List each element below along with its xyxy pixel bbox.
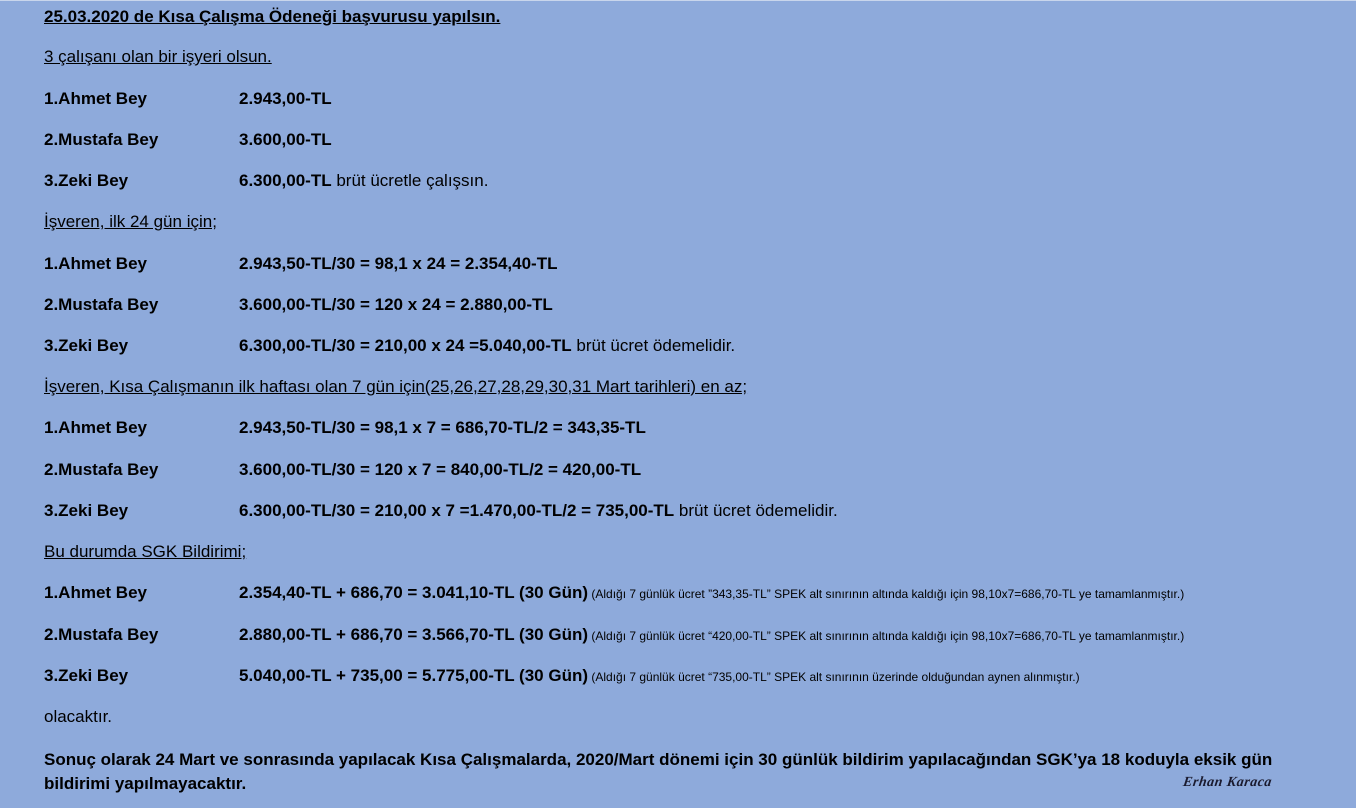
outro-text: olacaktır. bbox=[44, 707, 113, 726]
wage-amount: 2.943,00-TL bbox=[239, 89, 332, 108]
calculation: 3.600,00-TL/30 = 120 x 24 = 2.880,00-TL bbox=[239, 295, 553, 314]
calculation: 3.600,00-TL/30 = 120 x 7 = 840,00-TL/2 = 420,00-TL bbox=[239, 460, 642, 479]
week-row bbox=[44, 417, 646, 439]
calc-suffix: brüt ücret ödemelidir. bbox=[571, 336, 736, 355]
document-title: 25.03.2020 de Kısa Çalışma Ödeneği başvurusu yapılsın. bbox=[44, 7, 501, 26]
calc-suffix: brüt ücret ödemelidir. bbox=[674, 501, 838, 520]
calculation: 2.943,50-TL/30 = 98,1 x 7 = 686,70-TL/2 = 343,35-TL bbox=[239, 418, 646, 437]
wage-suffix: brüt ücretle çalışsın. bbox=[331, 171, 489, 190]
employee-name: 1.Ahmet Bey bbox=[44, 89, 147, 108]
sgk-note: (Aldığı 7 günlük ücret “735,00-TL” SPEK alt sınırının üzerinde olduğundan aynen alınmıştır.) bbox=[588, 670, 1080, 684]
employee-name: 2.Mustafa Bey bbox=[44, 625, 159, 644]
employee-name: 3.Zeki Bey bbox=[44, 666, 129, 685]
calculation: 2.354,40-TL + 686,70 = 3.041,10-TL (30 Gün) bbox=[239, 583, 589, 602]
intro-text: 3 çalışanı olan bir işyeri olsun. bbox=[44, 47, 272, 66]
calculation: 2.880,00-TL + 686,70 = 3.566,70-TL (30 Gün) bbox=[239, 625, 589, 644]
sgk-row bbox=[44, 582, 1184, 605]
author-signature: Erhan Karaca bbox=[1182, 775, 1273, 790]
week-heading: İşveren, Kısa Çalışmanın ilk haftası olan 7 gün için(25,26,27,28,29,30,31 Mart tarihleri) en az; bbox=[44, 377, 748, 396]
wage-row bbox=[44, 88, 332, 110]
first24-row bbox=[44, 253, 557, 275]
conclusion-text: Sonuç olarak 24 Mart ve sonrasında yapılacak Kısa Çalışmalarda, 2020/Mart dönemi için 30 günlük bildirim yapılacağından SGK’ya 18 koduyla eksik gün bildirimi yapılmayacaktır. bbox=[44, 750, 1273, 793]
sgk-row bbox=[44, 624, 1184, 647]
sgk-note: (Aldığı 7 günlük ücret “420,00-TL” SPEK alt sınırının altında kaldığı için 98,10x7=686,70-TL ye tamamlanmıştır.) bbox=[588, 629, 1185, 643]
wage-amount: 6.300,00-TL bbox=[239, 171, 332, 190]
employee-name: 1.Ahmet Bey bbox=[44, 418, 147, 437]
calculation: 2.943,50-TL/30 = 98,1 x 24 = 2.354,40-TL bbox=[239, 254, 558, 273]
calculation: 6.300,00-TL/30 = 210,00 x 24 =5.040,00-TL bbox=[239, 336, 572, 355]
sgk-heading: Bu durumda SGK Bildirimi; bbox=[44, 542, 247, 561]
calculation: 5.040,00-TL + 735,00 = 5.775,00-TL (30 Gün) bbox=[239, 666, 589, 685]
employee-name: 2.Mustafa Bey bbox=[44, 130, 159, 149]
employee-name: 1.Ahmet Bey bbox=[44, 254, 147, 273]
week-row bbox=[44, 500, 838, 522]
week-row bbox=[44, 459, 641, 481]
employee-name: 3.Zeki Bey bbox=[44, 501, 129, 520]
employee-name: 3.Zeki Bey bbox=[44, 171, 129, 190]
wage-amount: 3.600,00-TL bbox=[239, 130, 332, 149]
sgk-note: (Aldığı 7 günlük ücret ”343,35-TL” SPEK alt sınırının altında kaldığı için 98,10x7=686,70-TL ye tamamlanmıştır.) bbox=[588, 587, 1185, 601]
wage-row bbox=[44, 129, 332, 151]
employee-name: 3.Zeki Bey bbox=[44, 336, 129, 355]
first24-row bbox=[44, 294, 553, 316]
sgk-row bbox=[44, 665, 1080, 688]
employee-name: 1.Ahmet Bey bbox=[44, 583, 147, 602]
wage-row bbox=[44, 170, 488, 192]
calculation: 6.300,00-TL/30 = 210,00 x 7 =1.470,00-TL/2 = 735,00-TL bbox=[239, 501, 675, 520]
employee-name: 2.Mustafa Bey bbox=[44, 295, 159, 314]
employee-name: 2.Mustafa Bey bbox=[44, 460, 159, 479]
first24-heading: İşveren, ilk 24 gün için; bbox=[44, 212, 217, 231]
first24-row bbox=[44, 335, 735, 357]
